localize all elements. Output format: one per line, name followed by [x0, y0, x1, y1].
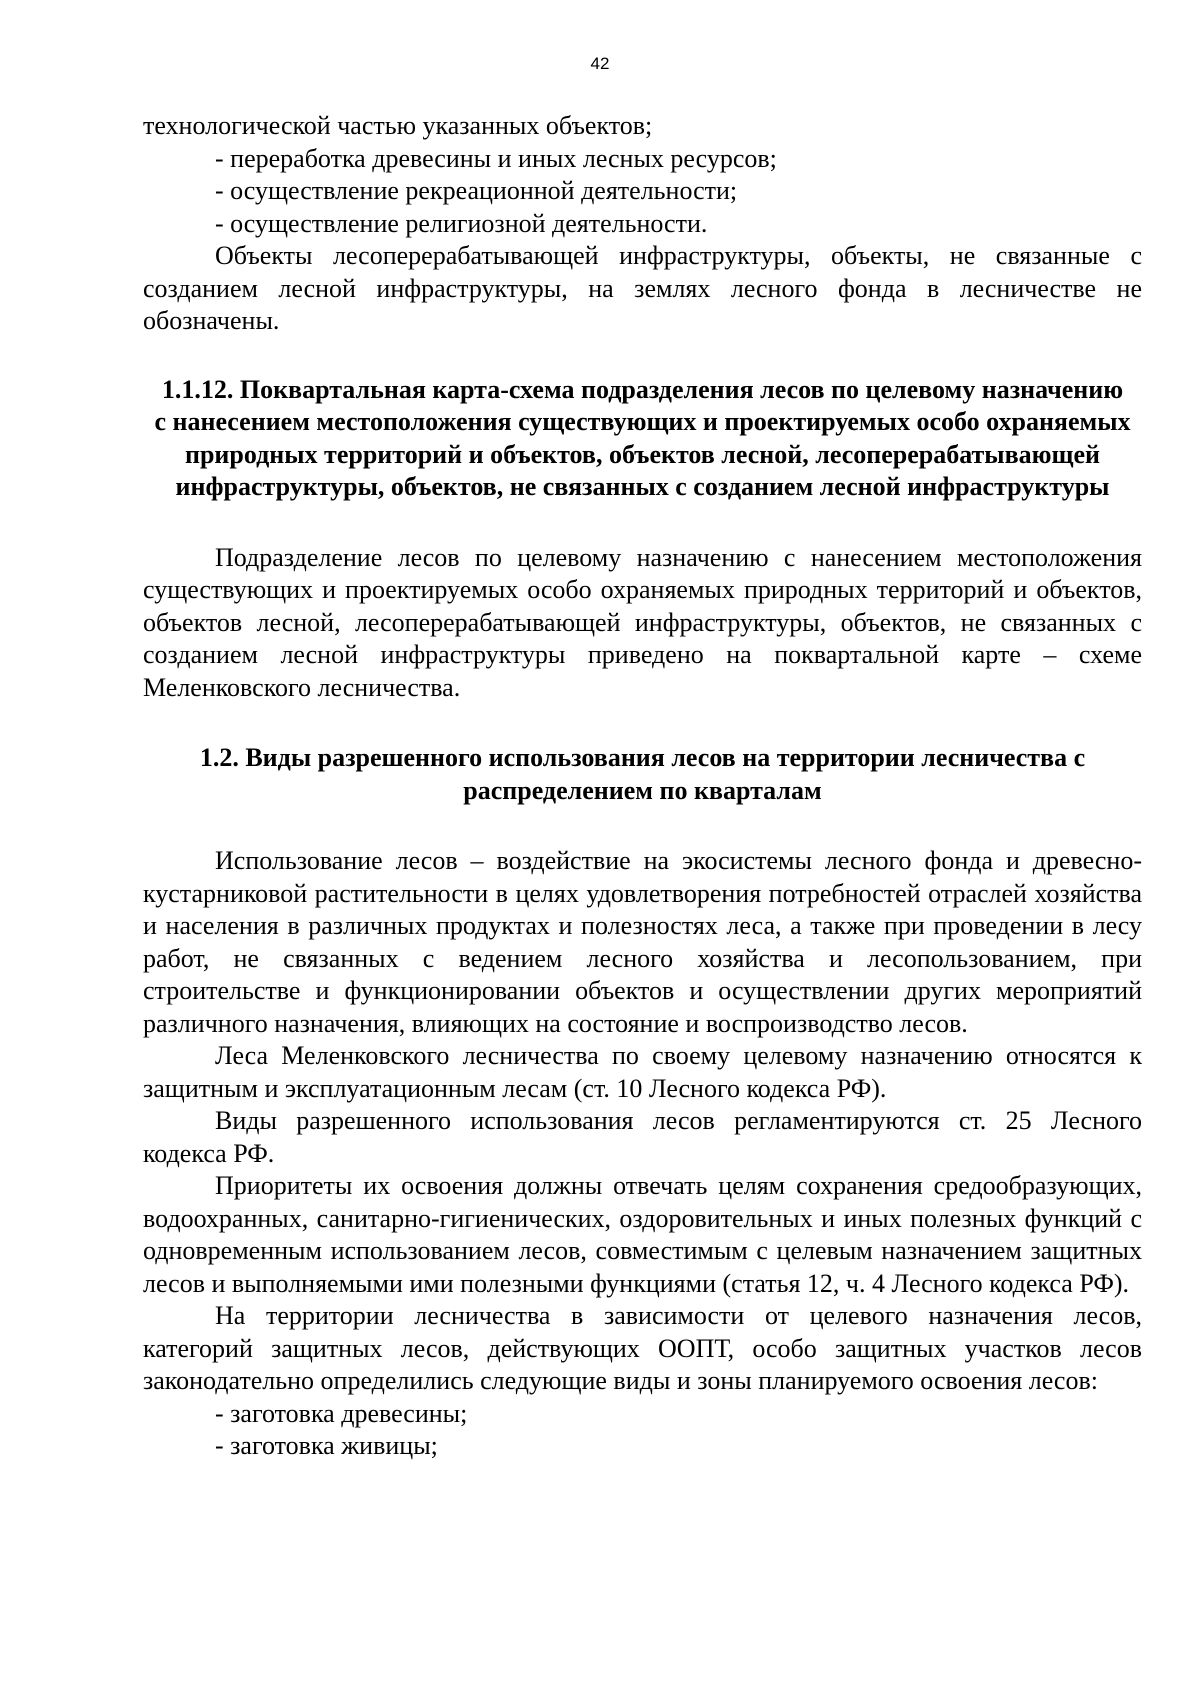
list-item: - осуществление религиозной деятельности.	[215, 208, 708, 238]
list-item: - переработка древесины и иных лесных ресурсов;	[215, 143, 777, 173]
paragraph-forests: Леса Меленковского лесничества по своему целевому назначению относятся к защитным и эксплуатационным лесам (ст. 10 Лесного кодекса РФ).	[143, 1041, 1142, 1103]
section-heading-1-2: 1.2. Виды разрешенного использования лесов на территории лесничества с распределением по кварталам	[199, 743, 1086, 805]
continuation-line: технологической частью указанных объектов;	[143, 111, 653, 140]
paragraph-usage: Использование лесов – воздействие на экосистемы лесного фонда и древесно-кустарниковой растительности в целях удовлетворения потребностей отраслей хозяйства и населения в различных продуктах и полезностях леса, а также при проведении в лесу работ, не связанных с ведением лесного хозяйства и лесопользованием, при строительстве и функционировании объектов и осуществлении других мероприятий различного назначения, влияющих на состояние и воспроизводство лесов.	[143, 846, 1142, 1038]
paragraph-territory: На территории лесничества в зависимости от целевого назначения лесов, категорий защитных лесов, действующих ООПТ, особо защитных участков лесов законодательно определились следующие виды и зоны планируемого освоения лесов:	[143, 1301, 1142, 1395]
section-heading-1-1-12: 1.1.12. Поквартальная карта-схема подразделения лесов по целевому назначению с нанесением местоположения существующих и проектируемых особо охраняемых природных территорий и объектов, объектов лесной, лесоперерабатывающей инфраструктуры, объектов, не связанных с созданием лесной инфраструктуры	[154, 374, 1131, 501]
page-number: 42	[590, 54, 610, 73]
paragraph-types: Виды разрешенного использования лесов регламентируются ст. 25 Лесного кодекса РФ.	[143, 1106, 1142, 1168]
list-item: - заготовка древесины;	[215, 1398, 468, 1428]
paragraph-objects: Объекты лесоперерабатывающей инфраструктуры, объекты, не связанные с созданием лесной инфраструктуры, на землях лесного фонда в лесничестве не обозначены.	[143, 241, 1142, 335]
paragraph-subdivision: Подразделение лесов по целевому назначению с нанесением местоположения существующих и проектируемых особо охраняемых природных территорий и объектов, объектов лесной, лесоперерабатывающей инфраструктуры, объектов, не связанных с созданием лесной инфраструктуры приведено на поквартальной карте – схеме Меленковского лесничества.	[143, 542, 1142, 702]
paragraph-priorities: Приоритеты их освоения должны отвечать целям сохранения средообразующих, водоохранных, санитарно-гигиенических, оздоровительных и иных полезных функций с одновременным использованием лесов, совместимым с целевым назначением защитных лесов и выполняемыми ими полезными функциями (статья 12, ч. 4 Лесного кодекса РФ).	[143, 1171, 1142, 1298]
page-content	[143, 110, 1142, 1463]
list-item: - заготовка живицы;	[215, 1431, 438, 1460]
list-item: - осуществление рекреационной деятельности;	[215, 176, 738, 205]
